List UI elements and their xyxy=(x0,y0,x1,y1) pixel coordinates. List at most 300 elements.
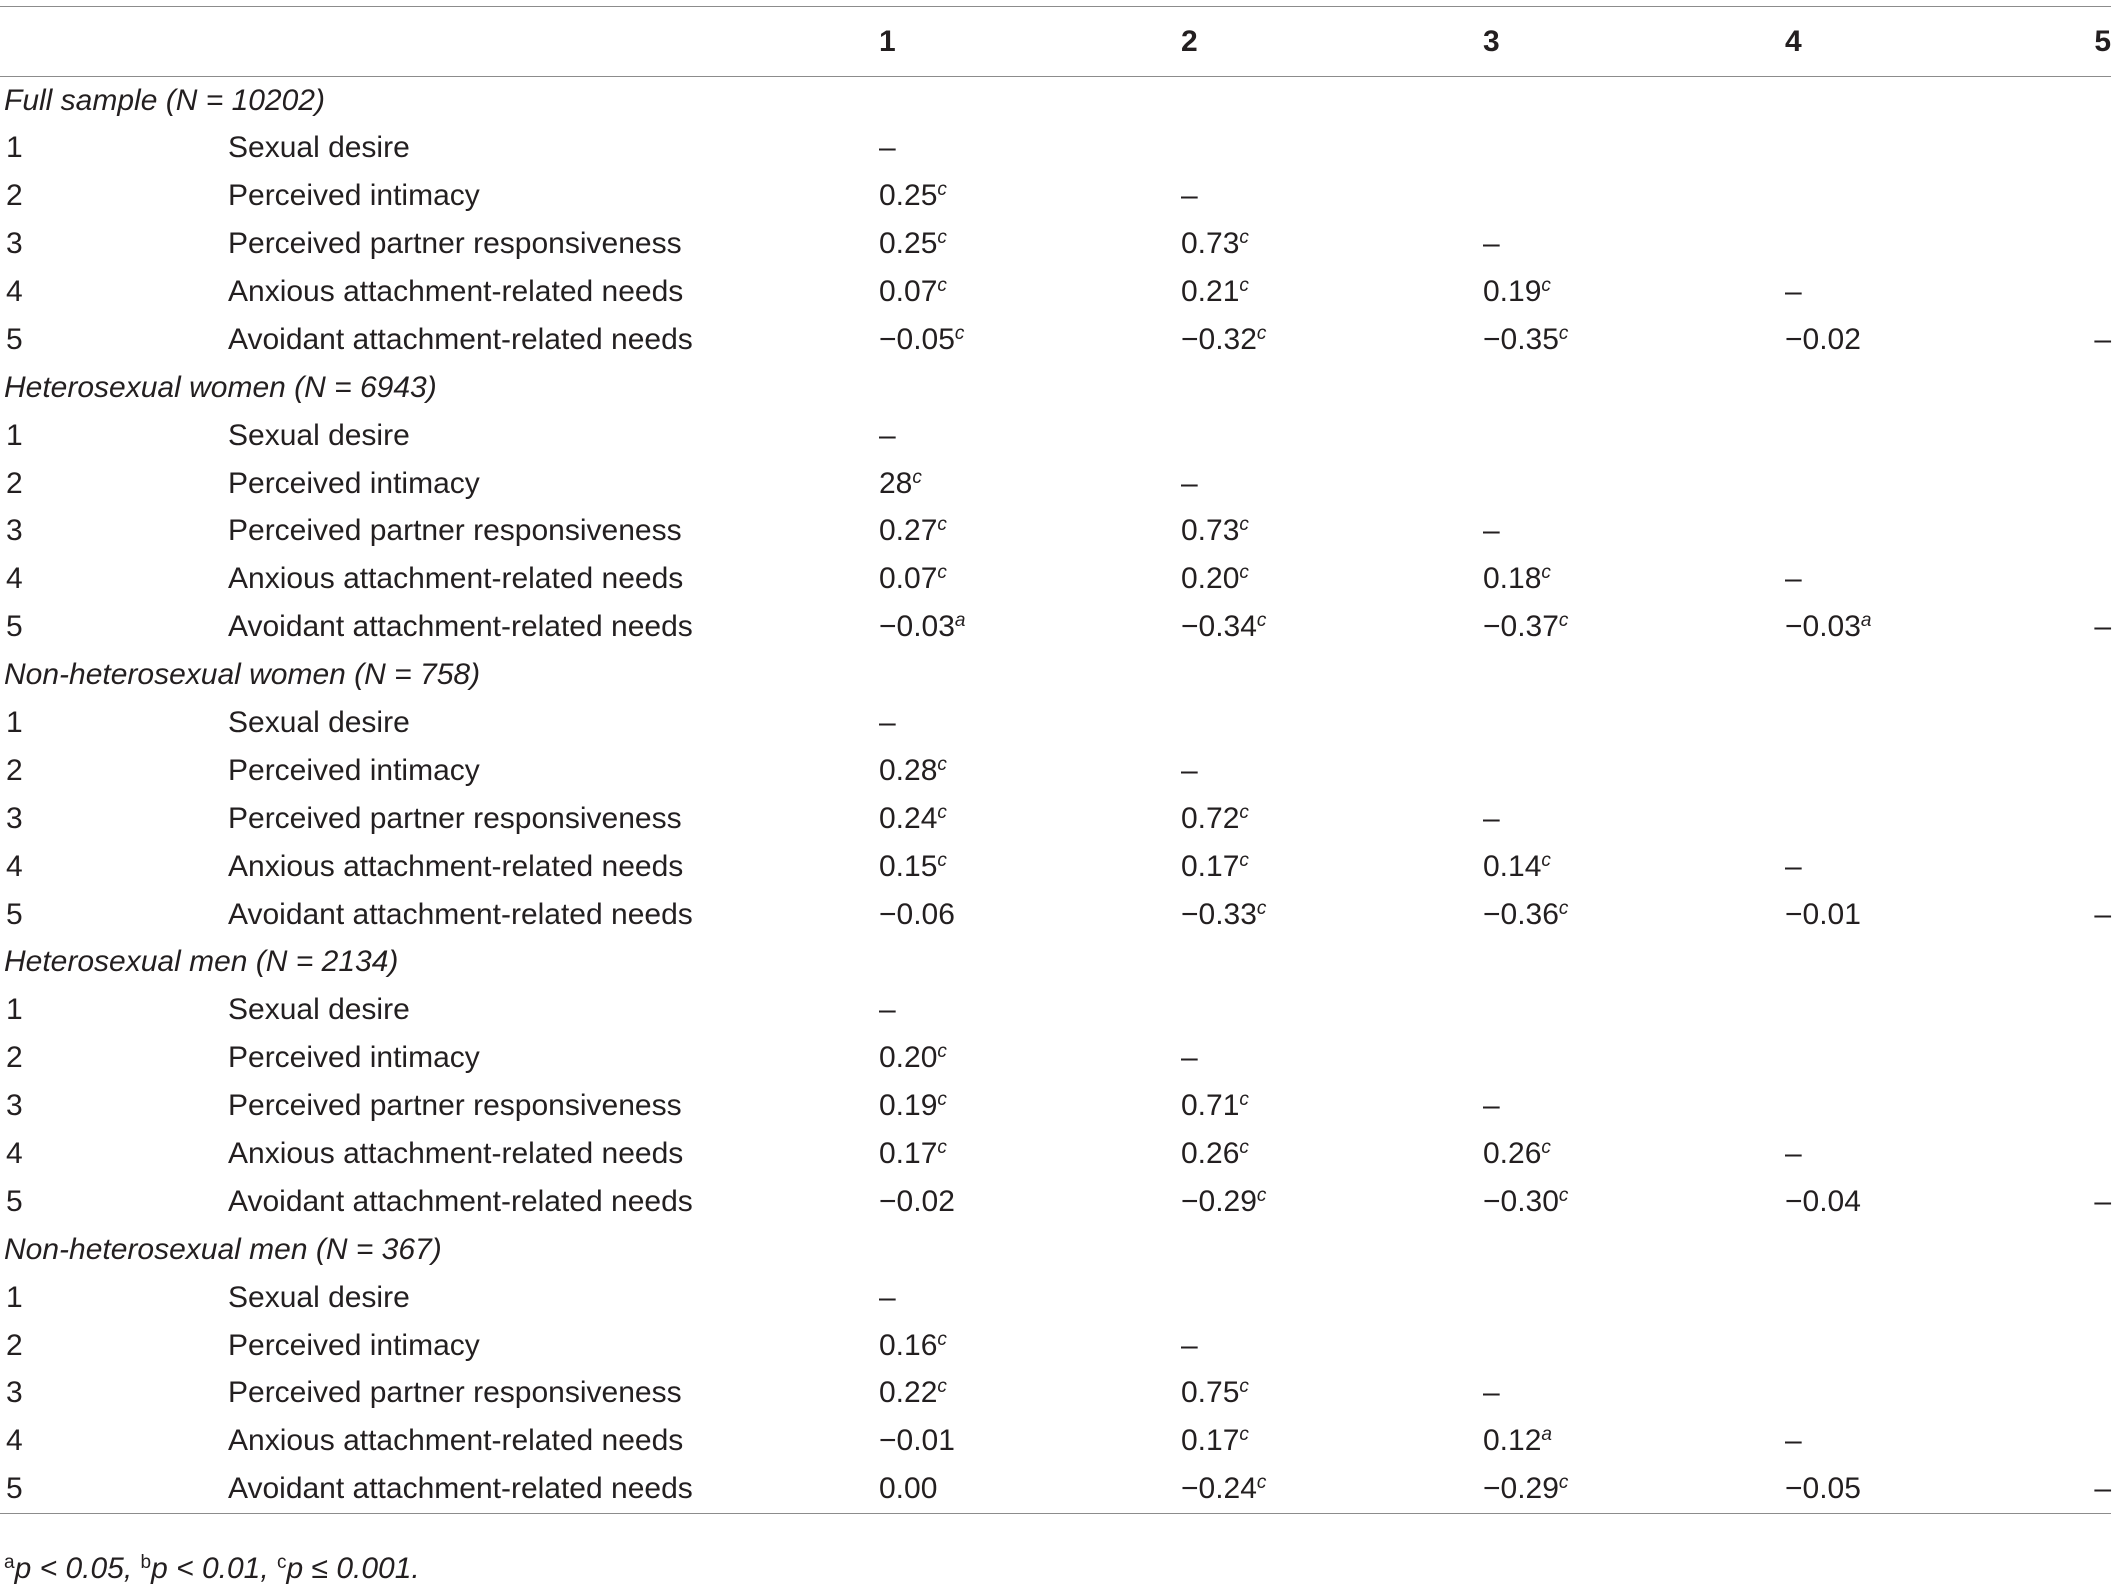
variable-label xyxy=(228,603,879,651)
group-heading-row xyxy=(0,1226,2111,1274)
correlation-cell xyxy=(2087,220,2111,268)
correlation-cell xyxy=(1483,986,1785,1034)
correlation-cell xyxy=(2087,268,2111,316)
footnote-text: p ≤ 0.001. xyxy=(286,1552,420,1585)
row-index xyxy=(0,268,228,316)
row-index-value: 3 xyxy=(6,1376,23,1410)
correlation-cell-value: – xyxy=(2094,1184,2111,1218)
correlation-cell-value: 0.73 xyxy=(1181,227,1240,261)
row-index xyxy=(0,316,228,364)
group-title: Non-heterosexual women (N = 758) xyxy=(4,658,481,692)
correlation-cell xyxy=(2087,1417,2111,1465)
correlation-cell xyxy=(1483,699,1785,747)
correlation-cell xyxy=(879,1465,1181,1513)
correlation-cell-value: – xyxy=(1785,275,1802,308)
correlation-cell xyxy=(1181,220,1483,268)
variable-label-value: Perceived partner responsiveness xyxy=(228,227,682,261)
correlation-cell-value: 0.20 xyxy=(879,1041,938,1075)
correlation-cell xyxy=(1181,986,1483,1034)
correlation-cell xyxy=(879,1370,1181,1418)
variable-label xyxy=(228,1370,879,1418)
significance-marker: c xyxy=(1541,275,1551,296)
row-index xyxy=(0,891,228,939)
correlation-cell-value: 0.72 xyxy=(1181,801,1240,835)
correlation-cell-value: −0.35 xyxy=(1483,322,1559,356)
correlation-cell xyxy=(2087,747,2111,795)
correlation-cell-value: −0.24 xyxy=(1181,1472,1257,1506)
footnote-marker: a xyxy=(4,1552,15,1573)
variable-label xyxy=(228,1178,879,1226)
correlation-cell xyxy=(1181,747,1483,795)
correlation-cell-value: – xyxy=(1181,179,1198,213)
correlation-cell-value: – xyxy=(1785,1137,1802,1171)
correlation-cell-value: 0.24 xyxy=(879,801,938,835)
variable-label xyxy=(228,1082,879,1130)
correlation-cell-value: 0.19 xyxy=(879,1089,938,1123)
variable-label-value: Sexual desire xyxy=(228,418,410,452)
variable-label-value: Anxious attachment-related needs xyxy=(228,1424,684,1458)
variable-label-value: Anxious attachment-related needs xyxy=(228,562,684,596)
correlation-cell xyxy=(1483,1417,1785,1465)
table-row xyxy=(0,986,2111,1034)
correlation-cell xyxy=(1181,1370,1483,1418)
correlation-cell-value: 0.07 xyxy=(879,275,938,308)
correlation-table xyxy=(0,6,2111,1514)
variable-label-value: Perceived partner responsiveness xyxy=(228,1089,682,1123)
correlation-cell xyxy=(1483,891,1785,939)
correlation-cell-value: −0.06 xyxy=(879,897,955,931)
significance-marker: a xyxy=(1541,1424,1552,1446)
group-title: Heterosexual men (N = 2134) xyxy=(4,945,399,979)
footnote xyxy=(4,1552,420,1586)
correlation-cell-value: – xyxy=(2094,1472,2111,1506)
correlation-cell xyxy=(1483,1274,1785,1322)
correlation-cell-value: 0.12 xyxy=(1483,1424,1542,1458)
table-header xyxy=(0,7,2111,77)
group-heading-row xyxy=(0,364,2111,412)
correlation-cell-value: −0.37 xyxy=(1483,610,1559,644)
row-index-value: 2 xyxy=(6,1328,23,1362)
row-index-value: 1 xyxy=(6,993,23,1027)
correlation-cell xyxy=(2087,508,2111,556)
correlation-cell xyxy=(1483,220,1785,268)
correlation-cell xyxy=(879,795,1181,843)
table-row xyxy=(0,747,2111,795)
correlation-cell-value: −0.01 xyxy=(879,1424,955,1458)
variable-label-value: Perceived intimacy xyxy=(228,179,480,213)
correlation-cell-value: −0.30 xyxy=(1483,1184,1559,1218)
variable-label-value: Anxious attachment-related needs xyxy=(228,275,684,308)
footnote-marker: c xyxy=(277,1552,287,1573)
header-cell: 2 xyxy=(1181,7,1483,77)
correlation-cell xyxy=(1181,1417,1483,1465)
correlation-cell-value: 0.21 xyxy=(1181,275,1240,308)
header-cell: 3 xyxy=(1483,7,1785,77)
variable-label-value: Sexual desire xyxy=(228,131,410,165)
correlation-cell-value: −0.02 xyxy=(879,1184,955,1218)
significance-marker: c xyxy=(1558,1184,1569,1206)
variable-label xyxy=(228,172,879,220)
group-heading-row xyxy=(0,939,2111,987)
correlation-cell xyxy=(1785,172,2087,220)
variable-label xyxy=(228,891,879,939)
variable-label xyxy=(228,316,879,364)
table-row xyxy=(0,1178,2111,1226)
correlation-cell-value: 0.14 xyxy=(1483,849,1542,883)
correlation-cell xyxy=(1483,1034,1785,1082)
correlation-cell xyxy=(1181,1130,1483,1178)
variable-label-value: Anxious attachment-related needs xyxy=(228,849,684,883)
table-row xyxy=(0,891,2111,939)
correlation-cell xyxy=(1181,843,1483,891)
significance-marker: c xyxy=(937,1041,947,1063)
variable-label xyxy=(228,555,879,603)
variable-label-value: Avoidant attachment-related needs xyxy=(228,1184,693,1218)
variable-label xyxy=(228,1465,879,1513)
correlation-cell xyxy=(2087,699,2111,747)
correlation-cell-value: 0.22 xyxy=(879,1376,938,1410)
row-index xyxy=(0,1130,228,1178)
correlation-cell xyxy=(2087,1465,2111,1513)
footnote-text: p < 0.05, xyxy=(14,1552,141,1585)
correlation-cell xyxy=(879,1178,1181,1226)
variable-label-value: Perceived partner responsiveness xyxy=(228,514,682,548)
correlation-cell xyxy=(879,124,1181,172)
variable-label-value: Sexual desire xyxy=(228,993,410,1027)
correlation-cell xyxy=(2087,124,2111,172)
correlation-cell xyxy=(879,699,1181,747)
variable-label-value: Avoidant attachment-related needs xyxy=(228,1472,693,1506)
significance-marker: c xyxy=(937,1328,947,1350)
significance-marker: c xyxy=(937,179,947,201)
significance-marker: c xyxy=(1239,1376,1249,1398)
correlation-cell xyxy=(879,1274,1181,1322)
correlation-cell-value: 0.26 xyxy=(1483,1137,1542,1171)
correlation-cell-value: – xyxy=(1483,227,1500,261)
row-index-value: 1 xyxy=(6,706,23,740)
row-index xyxy=(0,412,228,460)
correlation-cell xyxy=(2087,460,2111,508)
significance-marker: c xyxy=(1558,1472,1569,1494)
row-index xyxy=(0,1034,228,1082)
row-index-value: 2 xyxy=(6,1041,23,1075)
group-title: Non-heterosexual men (N = 367) xyxy=(4,1232,442,1266)
correlation-cell xyxy=(2087,1034,2111,1082)
correlation-cell xyxy=(879,220,1181,268)
significance-marker: c xyxy=(1256,610,1267,632)
correlation-cell xyxy=(1785,1322,2087,1370)
significance-marker: c xyxy=(1239,275,1249,296)
correlation-cell-value: −0.29 xyxy=(1483,1472,1559,1506)
row-index-value: 2 xyxy=(6,753,23,787)
significance-marker: c xyxy=(937,562,947,584)
correlation-cell-value: – xyxy=(879,1280,896,1314)
correlation-cell xyxy=(1785,220,2087,268)
table-row xyxy=(0,1130,2111,1178)
correlation-cell-value: −0.03 xyxy=(1785,610,1861,644)
correlation-cell xyxy=(879,1130,1181,1178)
correlation-cell-value: – xyxy=(1785,562,1802,596)
correlation-cell-value: – xyxy=(1181,1328,1198,1362)
correlation-cell xyxy=(879,316,1181,364)
header-cell xyxy=(0,7,228,77)
variable-label-value: Perceived intimacy xyxy=(228,466,480,500)
correlation-cell xyxy=(2087,1178,2111,1226)
significance-marker: c xyxy=(1541,849,1551,871)
correlation-cell xyxy=(1785,1178,2087,1226)
correlation-cell xyxy=(1785,268,2087,316)
correlation-cell xyxy=(1181,1082,1483,1130)
variable-label xyxy=(228,795,879,843)
row-index-value: 3 xyxy=(6,514,23,548)
significance-marker: c xyxy=(1239,1089,1249,1111)
correlation-cell xyxy=(1181,555,1483,603)
table-body xyxy=(0,77,2111,1514)
correlation-cell xyxy=(1181,508,1483,556)
row-index xyxy=(0,603,228,651)
variable-label-value: Sexual desire xyxy=(228,1280,410,1314)
row-index-value: 2 xyxy=(6,466,23,500)
correlation-cell xyxy=(2087,891,2111,939)
correlation-cell xyxy=(1181,603,1483,651)
significance-marker: c xyxy=(937,227,947,249)
row-index-value: 5 xyxy=(6,1184,23,1218)
correlation-cell xyxy=(1483,172,1785,220)
row-index-value: 4 xyxy=(6,1424,23,1458)
row-index-value: 4 xyxy=(6,849,23,883)
variable-label-value: Perceived partner responsiveness xyxy=(228,801,682,835)
correlation-cell xyxy=(2087,986,2111,1034)
correlation-cell xyxy=(1181,1034,1483,1082)
significance-marker: c xyxy=(1239,227,1249,249)
variable-label-value: Perceived intimacy xyxy=(228,1041,480,1075)
variable-label-value: Avoidant attachment-related needs xyxy=(228,610,693,644)
row-index xyxy=(0,747,228,795)
significance-marker: c xyxy=(1541,1137,1551,1159)
correlation-cell-value: – xyxy=(1483,801,1500,835)
correlation-cell xyxy=(1785,747,2087,795)
row-index xyxy=(0,220,228,268)
significance-marker: c xyxy=(1239,1424,1249,1446)
header-cell: 4 xyxy=(1785,7,2087,77)
correlation-cell xyxy=(1785,891,2087,939)
correlation-cell xyxy=(1785,1274,2087,1322)
row-index xyxy=(0,699,228,747)
correlation-cell xyxy=(2087,603,2111,651)
variable-label-value: Perceived partner responsiveness xyxy=(228,1376,682,1410)
group-title: Full sample (N = 10202) xyxy=(4,83,325,117)
row-index-value: 5 xyxy=(6,897,23,931)
significance-marker: c xyxy=(937,514,947,536)
correlation-cell xyxy=(1483,508,1785,556)
correlation-cell xyxy=(1785,1034,2087,1082)
significance-marker: c xyxy=(1239,562,1249,584)
row-index-value: 4 xyxy=(6,275,23,308)
correlation-cell xyxy=(1785,795,2087,843)
correlation-cell-value: 28 xyxy=(879,466,913,500)
variable-label xyxy=(228,1130,879,1178)
correlation-cell-value: – xyxy=(1483,1089,1500,1123)
correlation-cell-value: 0.73 xyxy=(1181,514,1240,548)
variable-label xyxy=(228,699,879,747)
correlation-cell xyxy=(879,1417,1181,1465)
variable-label xyxy=(228,412,879,460)
correlation-cell xyxy=(1785,1465,2087,1513)
correlation-cell xyxy=(1785,843,2087,891)
correlation-cell-value: 0.75 xyxy=(1181,1376,1240,1410)
significance-marker: c xyxy=(937,753,947,775)
correlation-cell xyxy=(879,747,1181,795)
correlation-cell xyxy=(1181,1178,1483,1226)
correlation-cell-value: – xyxy=(1483,1376,1500,1410)
correlation-cell xyxy=(1483,316,1785,364)
correlation-cell-value: −0.04 xyxy=(1785,1184,1861,1218)
correlation-cell xyxy=(1483,412,1785,460)
row-index-value: 1 xyxy=(6,1280,23,1314)
row-index xyxy=(0,460,228,508)
table-row xyxy=(0,268,2111,316)
row-index-value: 3 xyxy=(6,1089,23,1123)
correlation-cell-value: 0.18 xyxy=(1483,562,1542,596)
significance-marker: a xyxy=(1860,610,1872,632)
table-row xyxy=(0,1322,2111,1370)
significance-marker: c xyxy=(1541,562,1551,584)
row-index xyxy=(0,508,228,556)
correlation-cell-value: 0.17 xyxy=(1181,1424,1240,1458)
significance-marker: c xyxy=(937,1376,947,1398)
variable-label xyxy=(228,843,879,891)
row-index xyxy=(0,1465,228,1513)
header-row xyxy=(0,7,2111,77)
row-index xyxy=(0,1082,228,1130)
correlation-cell xyxy=(1483,1322,1785,1370)
correlation-cell-value: – xyxy=(2094,610,2111,644)
correlation-cell-value: −0.05 xyxy=(1785,1472,1861,1506)
correlation-cell xyxy=(1785,603,2087,651)
variable-label xyxy=(228,1322,879,1370)
correlation-cell-value: 0.20 xyxy=(1181,562,1240,596)
correlation-cell xyxy=(1483,1465,1785,1513)
variable-label-value: Perceived intimacy xyxy=(228,1328,480,1362)
row-index-value: 1 xyxy=(6,418,23,452)
correlation-cell-value: 0.71 xyxy=(1181,1089,1240,1123)
table-row xyxy=(0,1465,2111,1513)
row-index-value: 5 xyxy=(6,1472,23,1506)
correlation-cell-value: 0.17 xyxy=(879,1137,938,1171)
significance-marker: c xyxy=(1558,610,1569,632)
variable-label xyxy=(228,1034,879,1082)
table-row xyxy=(0,124,2111,172)
table-row xyxy=(0,843,2111,891)
correlation-cell xyxy=(879,508,1181,556)
row-index xyxy=(0,124,228,172)
significance-marker: c xyxy=(1558,322,1569,344)
correlation-cell-value: −0.36 xyxy=(1483,897,1559,931)
correlation-cell-value: 0.25 xyxy=(879,227,938,261)
correlation-cell xyxy=(2087,1370,2111,1418)
correlation-cell xyxy=(879,843,1181,891)
table-row xyxy=(0,1274,2111,1322)
correlation-cell xyxy=(879,1034,1181,1082)
correlation-cell-value: −0.32 xyxy=(1181,322,1257,356)
correlation-cell xyxy=(1483,555,1785,603)
correlation-cell xyxy=(1483,124,1785,172)
significance-marker: c xyxy=(954,322,965,344)
table-row xyxy=(0,172,2111,220)
row-index xyxy=(0,172,228,220)
footnote-marker: b xyxy=(140,1552,152,1573)
table-row xyxy=(0,555,2111,603)
correlation-cell-value: – xyxy=(1785,849,1802,883)
correlation-cell-value: 0.26 xyxy=(1181,1137,1240,1171)
correlation-cell xyxy=(2087,1082,2111,1130)
correlation-cell xyxy=(1181,795,1483,843)
significance-marker: c xyxy=(937,849,947,871)
table-row xyxy=(0,795,2111,843)
correlation-cell xyxy=(1181,124,1483,172)
correlation-cell-value: −0.01 xyxy=(1785,897,1861,931)
variable-label xyxy=(228,747,879,795)
variable-label xyxy=(228,460,879,508)
variable-label-value: Avoidant attachment-related needs xyxy=(228,897,693,931)
correlation-cell xyxy=(1785,555,2087,603)
correlation-cell xyxy=(1181,316,1483,364)
correlation-cell xyxy=(879,172,1181,220)
correlation-cell xyxy=(1181,699,1483,747)
correlation-cell xyxy=(879,460,1181,508)
correlation-cell xyxy=(1181,460,1483,508)
correlation-cell xyxy=(1483,268,1785,316)
correlation-cell xyxy=(2087,1322,2111,1370)
correlation-cell xyxy=(2087,412,2111,460)
correlation-cell-value: −0.03 xyxy=(879,610,955,644)
header-cell: 1 xyxy=(879,7,1181,77)
correlation-cell xyxy=(1483,1370,1785,1418)
correlation-cell xyxy=(1181,172,1483,220)
header-cell: 5 xyxy=(2087,7,2111,77)
correlation-cell xyxy=(1181,1465,1483,1513)
correlation-cell xyxy=(1483,603,1785,651)
row-index xyxy=(0,555,228,603)
correlation-cell xyxy=(1483,1178,1785,1226)
variable-label xyxy=(228,986,879,1034)
correlation-cell xyxy=(1785,986,2087,1034)
table-row xyxy=(0,699,2111,747)
correlation-cell-value: 0.28 xyxy=(879,753,938,787)
significance-marker: c xyxy=(937,801,947,823)
correlation-cell xyxy=(1785,1130,2087,1178)
table-row xyxy=(0,1370,2111,1418)
correlation-cell xyxy=(1483,460,1785,508)
table-row xyxy=(0,1417,2111,1465)
correlation-cell xyxy=(2087,1274,2111,1322)
correlation-cell xyxy=(1785,1082,2087,1130)
variable-label xyxy=(228,1274,879,1322)
variable-label xyxy=(228,1417,879,1465)
correlation-cell xyxy=(1181,1274,1483,1322)
significance-marker: c xyxy=(937,1137,947,1159)
correlation-cell xyxy=(1483,747,1785,795)
row-index xyxy=(0,1417,228,1465)
table-row xyxy=(0,508,2111,556)
correlation-cell xyxy=(879,555,1181,603)
correlation-cell xyxy=(2087,172,2111,220)
significance-marker: c xyxy=(937,1089,947,1111)
correlation-cell xyxy=(879,268,1181,316)
correlation-cell-value: – xyxy=(1181,466,1198,500)
variable-label-value: Anxious attachment-related needs xyxy=(228,1137,684,1171)
variable-label xyxy=(228,508,879,556)
